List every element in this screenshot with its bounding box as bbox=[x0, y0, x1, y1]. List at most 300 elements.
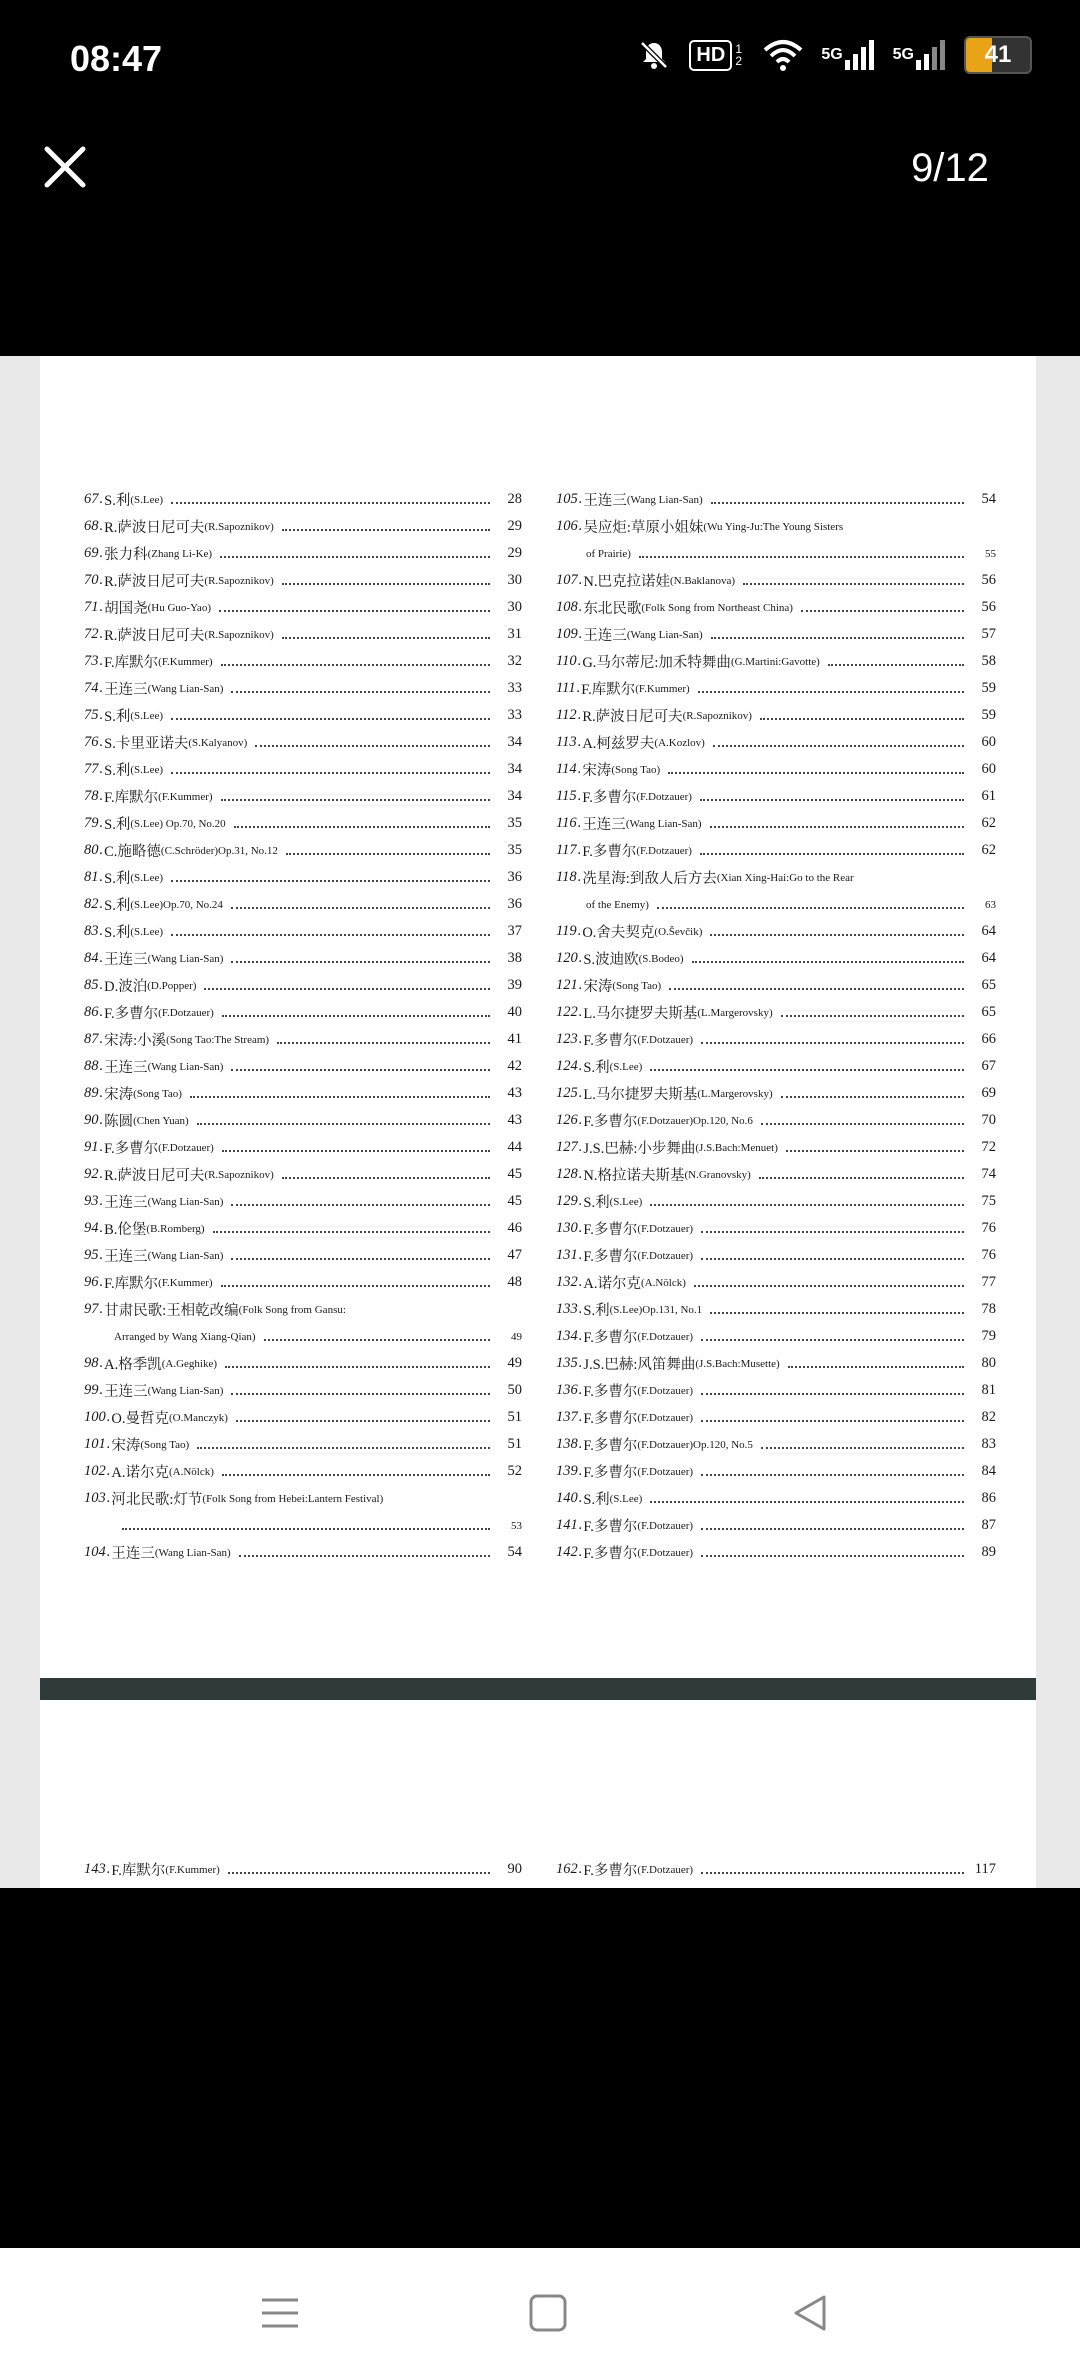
toc-leader-dots bbox=[231, 691, 490, 693]
toc-entry-subtitle: (J.S.Bach:Musette) bbox=[695, 1357, 780, 1370]
toc-entry-page: 44 bbox=[507, 1139, 522, 1155]
toc-entry-separator: . bbox=[577, 653, 582, 669]
toc-entry-title: 张力科 bbox=[104, 547, 148, 563]
toc-entry-number: 69 bbox=[84, 545, 99, 561]
toc-entry bbox=[556, 594, 996, 621]
toc-entry bbox=[556, 1107, 996, 1134]
toc-entry-number: 117 bbox=[556, 842, 577, 858]
toc-leader-dots bbox=[231, 907, 490, 909]
toc-entry-page: 49 bbox=[507, 1355, 522, 1371]
toc-entry-subtitle: (R.Sapoznikov) bbox=[682, 709, 752, 722]
toc-entry bbox=[556, 1377, 996, 1404]
toc-entry-subtitle: (S.Lee) bbox=[130, 493, 164, 506]
toc-entry-page: 77 bbox=[981, 1274, 996, 1290]
hd-icon bbox=[689, 40, 745, 71]
toc-entry-title: 王连三 bbox=[104, 952, 148, 968]
toc-entry-separator: . bbox=[99, 707, 104, 723]
toc-entry-number: 79 bbox=[84, 815, 99, 831]
toc-entry-number: 102 bbox=[84, 1463, 106, 1479]
toc-entry-separator: . bbox=[578, 1004, 583, 1020]
toc-entry-page: 39 bbox=[507, 977, 522, 993]
toc-leader-dots bbox=[282, 1177, 490, 1179]
toc-entry-number: 142 bbox=[556, 1544, 578, 1560]
toc-entry-separator: . bbox=[106, 1490, 111, 1506]
toc-entry-number: 133 bbox=[556, 1301, 578, 1317]
toc-entry-number: 92 bbox=[84, 1166, 99, 1182]
toc-entry-title: S.利 bbox=[583, 1303, 610, 1319]
toc-entry-number: 88 bbox=[84, 1058, 99, 1074]
toc-entry-page: 40 bbox=[507, 1004, 522, 1020]
toc-entry bbox=[556, 1485, 996, 1512]
toc-entry-subtitle: (Song Tao) bbox=[611, 763, 661, 776]
toc-entry-separator: . bbox=[576, 680, 581, 696]
toc-entry-subtitle: (Wang Lian-San) bbox=[154, 1546, 231, 1559]
toc-entry bbox=[84, 756, 522, 783]
toc-entry bbox=[84, 1404, 522, 1431]
toc-entry-title: G.马尔蒂尼:加禾特舞曲 bbox=[582, 655, 731, 671]
toc-entry-title: 东北民歌 bbox=[583, 601, 642, 617]
toc-entry-number: 70 bbox=[84, 572, 99, 588]
toc-entry-number: 72 bbox=[84, 626, 99, 642]
toc-leader-dots bbox=[710, 934, 964, 936]
toc-entry-title: F.多曹尔 bbox=[104, 1006, 159, 1022]
toc-leader-dots bbox=[239, 1555, 490, 1557]
toc-entry-number: 71 bbox=[84, 599, 99, 615]
toc-leader-dots bbox=[701, 1555, 964, 1557]
toc-leader-dots bbox=[710, 1312, 964, 1314]
toc-entry-number: 106 bbox=[556, 518, 578, 534]
toc-entry-subtitle: (F.Dotzauer) bbox=[637, 1863, 694, 1876]
toc-entry-number: 118 bbox=[556, 869, 577, 885]
toc-entry bbox=[84, 702, 522, 729]
toc-entry-title: 宋涛:小溪 bbox=[104, 1033, 167, 1049]
toc-entry-separator: . bbox=[99, 1058, 104, 1074]
toc-entry-title: 王连三 bbox=[583, 493, 627, 509]
toc-entry-subtitle: (N.Granovsky) bbox=[684, 1168, 751, 1181]
toc-leader-dots bbox=[231, 1069, 490, 1071]
toc-entry-title: F.库默尔 bbox=[111, 1863, 166, 1879]
toc-leader-dots bbox=[231, 1258, 490, 1260]
document-page bbox=[40, 356, 1036, 1888]
toc-entry-separator: . bbox=[577, 707, 582, 723]
toc-leader-dots bbox=[650, 1069, 964, 1071]
toc-entry-title: F.多曹尔 bbox=[583, 1330, 638, 1346]
toc-entry-page: 69 bbox=[981, 1085, 996, 1101]
toc-entry-subtitle: (S.Lee) bbox=[609, 1195, 643, 1208]
toc-entry-page: 62 bbox=[981, 842, 996, 858]
toc-leader-dots bbox=[692, 961, 965, 963]
toc-entry bbox=[556, 540, 996, 567]
toc-entry-separator: . bbox=[578, 1085, 583, 1101]
toc-entry-number: 109 bbox=[556, 626, 578, 642]
toc-leader-dots bbox=[701, 1258, 964, 1260]
toc-entry-title: F.多曹尔 bbox=[583, 1249, 638, 1265]
toc-entry-title: S.利 bbox=[583, 1060, 610, 1076]
toc-entry-title: 王连三 bbox=[104, 1249, 148, 1265]
toc-entry-page: 61 bbox=[981, 788, 996, 804]
toc-entry-separator: . bbox=[106, 1861, 111, 1877]
menu-button[interactable] bbox=[245, 2278, 315, 2348]
toc-entry-subtitle: (F.Dotzauer) bbox=[636, 844, 692, 857]
toc-entry-subtitle: (A.Nölck) bbox=[640, 1276, 686, 1289]
close-button[interactable] bbox=[30, 132, 100, 202]
toc-entry-subtitle: (O.Manczyk) bbox=[168, 1411, 228, 1424]
toc-entry-title: F.多曹尔 bbox=[582, 844, 637, 860]
toc-entry-number: 123 bbox=[556, 1031, 578, 1047]
toc-entry-separator: . bbox=[99, 896, 104, 912]
toc-leader-dots bbox=[761, 1123, 964, 1125]
hd-badge: HD bbox=[689, 40, 732, 71]
toc-entry-title: 吴应炬:草原小姐妹 bbox=[583, 520, 704, 536]
toc-entry-number: 85 bbox=[84, 977, 99, 993]
toc-entry-number: 99 bbox=[84, 1382, 99, 1398]
toc-entry-number: 132 bbox=[556, 1274, 578, 1290]
toc-entry-separator: . bbox=[577, 788, 582, 804]
toc-entry-page: 30 bbox=[507, 572, 522, 588]
toc-entry-title: 王连三 bbox=[104, 1384, 148, 1400]
wifi-icon bbox=[763, 38, 803, 72]
toc-leader-dots bbox=[197, 1447, 490, 1449]
toc-entry-number: 127 bbox=[556, 1139, 578, 1155]
toc-entry-page: 62 bbox=[981, 815, 996, 831]
toc-entry-separator: . bbox=[99, 923, 104, 939]
toc-entry-number: 137 bbox=[556, 1409, 578, 1425]
toc-entry-title: J.S.巴赫:小步舞曲 bbox=[583, 1141, 696, 1157]
toc-leader-dots bbox=[743, 583, 964, 585]
toc-leader-dots bbox=[701, 1420, 964, 1422]
toc-entry bbox=[556, 1458, 996, 1485]
toc-entry-page: 52 bbox=[507, 1463, 522, 1479]
toc-entry-title: F.库默尔 bbox=[581, 682, 636, 698]
toc-leader-dots bbox=[171, 502, 490, 504]
toc-entry bbox=[556, 999, 996, 1026]
toc-entry-subtitle: (F.Dotzauer) bbox=[637, 1222, 694, 1235]
toc-entry-page: 46 bbox=[507, 1220, 522, 1236]
toc-entry-separator: . bbox=[578, 1382, 583, 1398]
toc-entry-separator: . bbox=[578, 1166, 583, 1182]
close-icon bbox=[43, 145, 87, 189]
toc-entry-title: F.多曹尔 bbox=[583, 1863, 638, 1879]
back-triangle-icon bbox=[790, 2293, 830, 2333]
toc-entry-separator: . bbox=[578, 1274, 583, 1290]
toc-entry-page: 65 bbox=[981, 1004, 996, 1020]
toc-entry bbox=[556, 513, 996, 540]
toc-entry-subtitle: (Wang Lian-San) bbox=[147, 1060, 224, 1073]
home-button[interactable] bbox=[513, 2278, 583, 2348]
toc-entry bbox=[84, 594, 522, 621]
toc-entry-separator: . bbox=[99, 1004, 104, 1020]
toc-entry bbox=[556, 1269, 996, 1296]
toc-entry-subtitle: (F.Dotzauer) bbox=[637, 1519, 694, 1532]
toc-entry-page: 58 bbox=[981, 653, 996, 669]
toc-leader-dots bbox=[255, 745, 490, 747]
toc-entry bbox=[556, 1161, 996, 1188]
toc-entry-number: 115 bbox=[556, 788, 577, 804]
toc-entry-title: 陈圆 bbox=[104, 1114, 134, 1130]
toc-entry bbox=[556, 729, 996, 756]
toc-entry-separator: . bbox=[99, 1112, 104, 1128]
toc-leader-dots bbox=[171, 934, 490, 936]
toc-entry-subtitle: (S.Kalyanov) bbox=[188, 736, 248, 749]
toc-entry-page: 28 bbox=[507, 491, 522, 507]
toc-entry-number: 124 bbox=[556, 1058, 578, 1074]
toc-entry-title: L.马尔捷罗夫斯基 bbox=[583, 1087, 698, 1103]
toc-entry-number: 162 bbox=[556, 1861, 578, 1877]
toc-entry-subtitle: (Wang Lian-San) bbox=[626, 628, 703, 641]
toc-entry-subtitle: (R.Sapoznikov) bbox=[204, 574, 274, 587]
toc-entry-number: 138 bbox=[556, 1436, 578, 1452]
toc-entry-title: 王连三 bbox=[104, 682, 148, 698]
toc-entry-number: 119 bbox=[556, 923, 577, 939]
toc-entry-title: 王连三 bbox=[582, 817, 626, 833]
toc-entry-number: 121 bbox=[556, 977, 578, 993]
toc-entry-page: 90 bbox=[507, 1861, 522, 1877]
toc-entry-title: F.库默尔 bbox=[104, 790, 159, 806]
document-viewport[interactable] bbox=[0, 356, 1080, 1888]
toc-entry bbox=[556, 1242, 996, 1269]
toc-entry-separator: . bbox=[99, 1166, 104, 1182]
toc-entry-page: 29 bbox=[507, 518, 522, 534]
toc-entry-page: 76 bbox=[981, 1220, 996, 1236]
toc-entry bbox=[84, 1431, 522, 1458]
toc-entry bbox=[84, 1377, 522, 1404]
toc-entry-subtitle: (R.Sapoznikov) bbox=[204, 1168, 274, 1181]
toc-entry-number: 140 bbox=[556, 1490, 578, 1506]
toc-entry-number: 114 bbox=[556, 761, 577, 777]
toc-entry bbox=[84, 810, 522, 837]
toc-entry-title: 河北民歌:灯节 bbox=[111, 1492, 203, 1508]
toc-entry-subtitle: (Chen Yuan) bbox=[133, 1114, 189, 1127]
toc-entry bbox=[556, 1323, 996, 1350]
toc-entry-number: 68 bbox=[84, 518, 99, 534]
toc-entry-separator: . bbox=[99, 1382, 104, 1398]
toc-entry-number: 81 bbox=[84, 869, 99, 885]
toc-entry-page: 80 bbox=[981, 1355, 996, 1371]
battery-icon bbox=[964, 36, 1032, 74]
toc-entry-number: 105 bbox=[556, 491, 578, 507]
toc-entry-title: R.萨波日尼可夫 bbox=[104, 520, 205, 536]
toc-entry-separator: . bbox=[99, 1355, 104, 1371]
toc-entry bbox=[556, 1431, 996, 1458]
toc-entry-page: 54 bbox=[981, 491, 996, 507]
toc-entry-page: 65 bbox=[981, 977, 996, 993]
toc-entry-page: 33 bbox=[507, 707, 522, 723]
toc-entry-page: 117 bbox=[974, 1861, 996, 1877]
toc-entry-number: 129 bbox=[556, 1193, 578, 1209]
toc-leader-dots bbox=[694, 1285, 964, 1287]
toc-entry-number: 122 bbox=[556, 1004, 578, 1020]
toc-entry-number: 128 bbox=[556, 1166, 578, 1182]
toc-entry-subtitle: (D.Popper) bbox=[147, 979, 197, 992]
home-square-icon bbox=[528, 2293, 568, 2333]
toc-entry-separator: . bbox=[99, 599, 104, 615]
toc-entry-page: 43 bbox=[507, 1112, 522, 1128]
toc-entry-subtitle: (Wang Lian-San) bbox=[626, 493, 703, 506]
toc-entry-number: 80 bbox=[84, 842, 99, 858]
page-counter: 9/12 bbox=[911, 145, 989, 190]
toc-leader-dots bbox=[264, 1339, 490, 1341]
toc-entry-title: O.曼哲克 bbox=[111, 1411, 169, 1427]
toc-entry-title: S.利 bbox=[104, 925, 131, 941]
status-time: 08:47 bbox=[70, 38, 163, 79]
toc-leader-dots bbox=[701, 1339, 964, 1341]
toc-entry-separator: . bbox=[578, 1220, 583, 1236]
toc-leader-dots bbox=[234, 826, 490, 828]
back-button[interactable] bbox=[775, 2278, 845, 2348]
toc-entry-title: B.伦堡 bbox=[104, 1222, 147, 1238]
toc-entry-subtitle: (A.Kozlov) bbox=[654, 736, 705, 749]
toc-leader-dots bbox=[282, 583, 490, 585]
toc-entry bbox=[84, 864, 522, 891]
toc-entry-separator: . bbox=[578, 1355, 583, 1371]
toc-entry-title: F.多曹尔 bbox=[583, 1384, 638, 1400]
toc-entry-subtitle: (C.Schröder)Op.31, No.12 bbox=[160, 844, 278, 857]
toc-entry-subtitle: (F.Dotzauer) bbox=[158, 1006, 214, 1019]
toc-entry-number: 94 bbox=[84, 1220, 99, 1236]
toc-entry-page: 56 bbox=[981, 599, 996, 615]
toc-entry bbox=[556, 1539, 996, 1566]
toc-entry-subtitle: (B.Romberg) bbox=[146, 1222, 205, 1235]
toc-entry bbox=[556, 864, 996, 891]
toc-leader-dots bbox=[669, 988, 964, 990]
toc-entry-number: 97 bbox=[84, 1301, 99, 1317]
toc-entry-separator: . bbox=[578, 1328, 583, 1344]
toc-leader-dots bbox=[657, 907, 964, 909]
toc-entry-number: 112 bbox=[556, 707, 577, 723]
toc-entry-page: 64 bbox=[981, 923, 996, 939]
toc-entry-page: 79 bbox=[981, 1328, 996, 1344]
toc-entry-number: 141 bbox=[556, 1517, 578, 1533]
toc-entry bbox=[556, 1215, 996, 1242]
toc-leader-dots bbox=[761, 1447, 964, 1449]
toc-entry-page: 83 bbox=[981, 1436, 996, 1452]
toc-entry-number: 83 bbox=[84, 923, 99, 939]
toc-entry bbox=[556, 891, 996, 918]
toc-entry-separator: . bbox=[578, 1193, 583, 1209]
toc-entry bbox=[556, 1026, 996, 1053]
toc-entry-title: 宋涛 bbox=[583, 979, 613, 995]
toc-entry bbox=[84, 675, 522, 702]
toc-entry-separator: . bbox=[99, 842, 104, 858]
toc-entry-subtitle: (S.Lee) bbox=[130, 871, 164, 884]
toc-entry-separator: . bbox=[99, 734, 104, 750]
toc-entry-page: 34 bbox=[507, 761, 522, 777]
toc-entry-subtitle: (Song Tao) bbox=[140, 1438, 190, 1451]
toc-leader-dots bbox=[221, 1285, 490, 1287]
toc-entry-subtitle: (F.Dotzauer) bbox=[637, 1465, 694, 1478]
toc-entry-separator: . bbox=[578, 1247, 583, 1263]
toc-entry-subtitle: (F.Kummer) bbox=[158, 790, 213, 803]
toc-entry-title: 王连三 bbox=[104, 1060, 148, 1076]
toc-entry-separator: . bbox=[577, 923, 582, 939]
toc-entry-subtitle: (A.Nölck) bbox=[168, 1465, 214, 1478]
toc-entry-page: 37 bbox=[507, 923, 522, 939]
mute-bell-icon bbox=[637, 38, 671, 72]
toc-entry-page: 41 bbox=[507, 1031, 522, 1047]
toc-entry-page: 32 bbox=[507, 653, 522, 669]
toc-entry-subtitle: (Song Tao) bbox=[612, 979, 662, 992]
toc-entry-separator: . bbox=[577, 815, 582, 831]
toc-entry-subtitle: (Wang Lian-San) bbox=[625, 817, 702, 830]
toc-entry-number: 100 bbox=[84, 1409, 106, 1425]
toc-entry-subtitle: (O.Ševčik) bbox=[654, 925, 703, 938]
toc-entry-title: F.多曹尔 bbox=[583, 1546, 638, 1562]
toc-entry bbox=[84, 1215, 522, 1242]
toc-entry-separator: . bbox=[578, 1517, 583, 1533]
toc-entry-page: 76 bbox=[981, 1247, 996, 1263]
toc-entry-number: 67 bbox=[84, 491, 99, 507]
toc-next-page-left bbox=[84, 1856, 522, 1883]
toc-leader-dots bbox=[222, 1474, 490, 1476]
toc-entry-page: 54 bbox=[507, 1544, 522, 1560]
toc-entry-number: 91 bbox=[84, 1139, 99, 1155]
toc-entry-title: 胡国尧 bbox=[104, 601, 148, 617]
toc-entry-title: F.多曹尔 bbox=[582, 790, 637, 806]
toc-entry-separator: . bbox=[99, 1220, 104, 1236]
toc-entry-page: 35 bbox=[507, 815, 522, 831]
toc-entry-page: 59 bbox=[981, 680, 996, 696]
toc-leader-dots bbox=[231, 1204, 490, 1206]
toc-entry-page: 86 bbox=[981, 1490, 996, 1506]
toc-leader-dots bbox=[801, 610, 964, 612]
toc-entry-separator: . bbox=[578, 1861, 583, 1877]
toc-entry bbox=[84, 918, 522, 945]
toc-entry-separator: . bbox=[106, 1463, 111, 1479]
toc-entry-number: 111 bbox=[556, 680, 576, 696]
toc-entry-number: 134 bbox=[556, 1328, 578, 1344]
toc-entry bbox=[84, 1350, 522, 1377]
toc-entry bbox=[84, 1269, 522, 1296]
toc-entry-page: 34 bbox=[507, 788, 522, 804]
toc-leader-dots bbox=[650, 1204, 964, 1206]
toc-entry-page: 31 bbox=[507, 626, 522, 642]
toc-entry-subtitle: (Folk Song from Northeast China) bbox=[641, 601, 793, 614]
toc-entry-separator: . bbox=[578, 1031, 583, 1047]
toc-entry-subtitle: (Wu Ying-Ju:The Young Sisters bbox=[703, 520, 844, 533]
toc-entry-page: 43 bbox=[507, 1085, 522, 1101]
toc-entry-subtitle: of Prairie) bbox=[586, 547, 631, 560]
signal-icon-2 bbox=[893, 40, 946, 70]
toc-entry-title: F.多曹尔 bbox=[583, 1519, 638, 1535]
toc-leader-dots bbox=[650, 1501, 964, 1503]
toc-leader-dots bbox=[828, 664, 964, 666]
toc-entry bbox=[84, 1485, 522, 1512]
toc-entry-separator: . bbox=[578, 1112, 583, 1128]
toc-entry bbox=[84, 513, 522, 540]
toc-entry-title: C.施略德 bbox=[104, 844, 161, 860]
toc-entry-number: 86 bbox=[84, 1004, 99, 1020]
toc-leader-dots bbox=[204, 988, 490, 990]
toc-entry bbox=[556, 783, 996, 810]
toc-leader-dots bbox=[282, 529, 490, 531]
toc-entry bbox=[556, 837, 996, 864]
menu-icon bbox=[260, 2296, 300, 2330]
toc-entry-page: 50 bbox=[507, 1382, 522, 1398]
toc-entry-subtitle: (S.Lee) bbox=[130, 709, 164, 722]
toc-entry-page: 66 bbox=[981, 1031, 996, 1047]
signal-label: 5G bbox=[821, 46, 843, 63]
toc-entry-number: 73 bbox=[84, 653, 99, 669]
toc-entry-number: 126 bbox=[556, 1112, 578, 1128]
toc-entry-separator: . bbox=[99, 1085, 104, 1101]
toc-entry-page: 42 bbox=[507, 1058, 522, 1074]
toc-entry-title: S.利 bbox=[583, 1195, 610, 1211]
toc-leader-dots bbox=[760, 718, 964, 720]
toc-entry-page: 78 bbox=[981, 1301, 996, 1317]
toc-entry-separator: . bbox=[99, 977, 104, 993]
toc-entry-subtitle: (S.Lee) Op.70, No.20 bbox=[130, 817, 226, 830]
toc-entry-title: R.萨波日尼可夫 bbox=[104, 574, 205, 590]
